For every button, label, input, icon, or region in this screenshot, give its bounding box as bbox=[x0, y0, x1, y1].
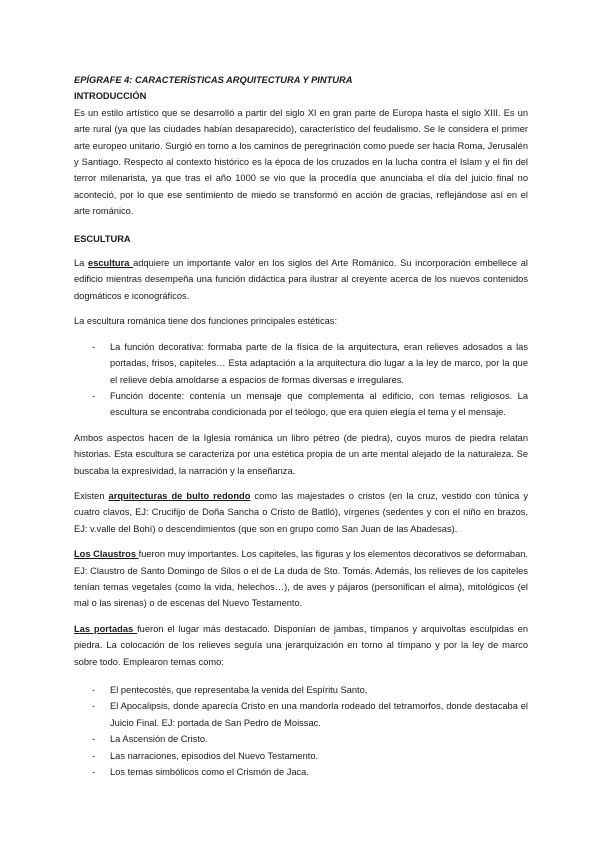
text-span: La bbox=[74, 258, 89, 269]
list-item-text: La Ascensión de Cristo. bbox=[110, 734, 208, 745]
escultura-paragraph-1 bbox=[74, 255, 528, 304]
text-span: fueron muy importantes. Los capiteles, las figuras y los elementos decorativos se deformaban. EJ: Claustro de Santo Domingo de Silos o el de La duda de Sto. Tomás. Además, los relieves de los capiteles tenían temas vegetales (como la vida, helechos…), de aves y pájaros (personifican el alma), mitológicos (el mal o las sirenas) o de escenas del Nuevo Testamento. bbox=[74, 549, 528, 609]
list-item-text: Los temas simbólicos como el Crismón de Jaca. bbox=[110, 767, 309, 778]
bullet-dash: - bbox=[92, 767, 96, 778]
intro-heading: INTRODUCCIÓN bbox=[74, 91, 147, 102]
keyword-escultura: escultura bbox=[88, 258, 134, 269]
bullet-dash: - bbox=[92, 701, 96, 712]
bullet-dash: - bbox=[92, 734, 96, 745]
functions-list bbox=[74, 339, 528, 421]
list-item bbox=[74, 682, 528, 698]
list-item-text: Las narraciones, episodios del Nuevo Testamento. bbox=[110, 750, 319, 761]
escultura-paragraph-4 bbox=[74, 488, 528, 537]
list-item bbox=[74, 748, 528, 764]
list-item-text: El Apocalipsis, donde aparecía Cristo en una mandorla rodeado del tetramorfos, donde destacaba el Juicio Final. EJ: portada de San Pedro de Moissac. bbox=[110, 701, 528, 728]
keyword-claustros: Los Claustros bbox=[74, 549, 139, 560]
list-item bbox=[74, 764, 528, 780]
escultura-heading: ESCULTURA bbox=[74, 233, 131, 244]
text-span: fueron el lugar más destacado. Disponían de jambas, tímpanos y arquivoltas esculpidas en piedra. La colocación de los relieves seguía una jerarquización en torno al tímpano y por la ley de marco sobre todo. Emplearon temas como: bbox=[74, 623, 528, 667]
text-span: Existen bbox=[74, 490, 109, 501]
text-span: como las majestades o cristos (en la cruz, vestido con túnica y cuatro clavos, EJ: Crucifijo de Doña Sancha o Cristo de Batlló), vírgenes (sedentes y con el niño en brazos, EJ: v.valle del Bohí) o descendimientos (que son en grupo como San Juan de las Abadesas). bbox=[74, 490, 528, 534]
keyword-bulto-redondo: arquitecturas de bulto redondo bbox=[108, 490, 251, 501]
escultura-paragraph-3: Ambos aspectos hacen de la Iglesia románica un libro pétreo (de piedra), cuyos muros de piedra relatan historias. Esta escultura se caracteriza por una estética propia de un arte mental alejado de la naturaleza. Se buscaba la expresividad, la narración y la enseñanza. bbox=[74, 432, 528, 476]
list-item bbox=[74, 339, 528, 388]
themes-list bbox=[74, 682, 528, 780]
bullet-dash: - bbox=[92, 390, 96, 401]
list-item bbox=[74, 731, 528, 747]
keyword-portadas: Las portadas bbox=[74, 623, 138, 634]
list-item-text: Función docente: contenía un mensaje que complementa al edificio, con temas religiosos. La escultura se encontraba condicionada por el teólogo, que era quien elegía el tema y el mensaje. bbox=[110, 390, 528, 418]
escultura-paragraph-2: La escultura románica tiene dos funciones principales estéticas: bbox=[74, 316, 338, 327]
text-span: adquiere un importante valor en los siglos del Arte Románico. Su incorporación embellece al edificio mientras desempeña una función didáctica para ilustrar al creyente acerca de los nuevos contenidos dogmáticos e iconográficos. bbox=[74, 258, 528, 301]
list-item-text: El pentecostés, que representaba la venida del Espíritu Santo, bbox=[110, 685, 368, 695]
escultura-paragraph-5 bbox=[74, 546, 528, 612]
escultura-paragraph-6 bbox=[74, 621, 528, 670]
list-item-text: La función decorativa: formaba parte de la física de la arquitectura, eran relieves adosados a las portadas, frisos, capiteles… Esta adaptación a la arquitectura dio lugar a la ley de marco, por la que el relieve debía amoldarse a espacios de formas diversas e irregulares. bbox=[110, 341, 528, 385]
intro-paragraph: Es un estilo artístico que se desarrolló a partir del siglo XI en gran parte de Europa hasta el siglo XIII. Es un arte rural (ya que las ciudades habían desaparecido), característico del feudalismo. Se le considera el primer arte europeo unitario. Surgió en torno a los caminos de peregrinación como puede ser hacia Roma, Jerusalén y Santiago. Respecto al contexto histórico es la época de los cruzados en la lucha contra el Islam y el fin del terror milenarista, ya que tras el año 1000 se vio que la procedía que anunciaba el día del juicio final no aconteció, por lo que ese sentimiento de miedo se transformó en acción de gracias, reflejándose así en el arte románico. bbox=[74, 107, 528, 217]
bullet-dash: - bbox=[92, 685, 96, 695]
bullet-dash: - bbox=[92, 750, 96, 761]
document-title: EPÍGRAFE 4: CARACTERÍSTICAS ARQUITECTURA Y PINTURA bbox=[74, 75, 353, 85]
bullet-dash: - bbox=[92, 341, 96, 352]
list-item bbox=[74, 388, 528, 421]
list-item bbox=[74, 698, 528, 731]
